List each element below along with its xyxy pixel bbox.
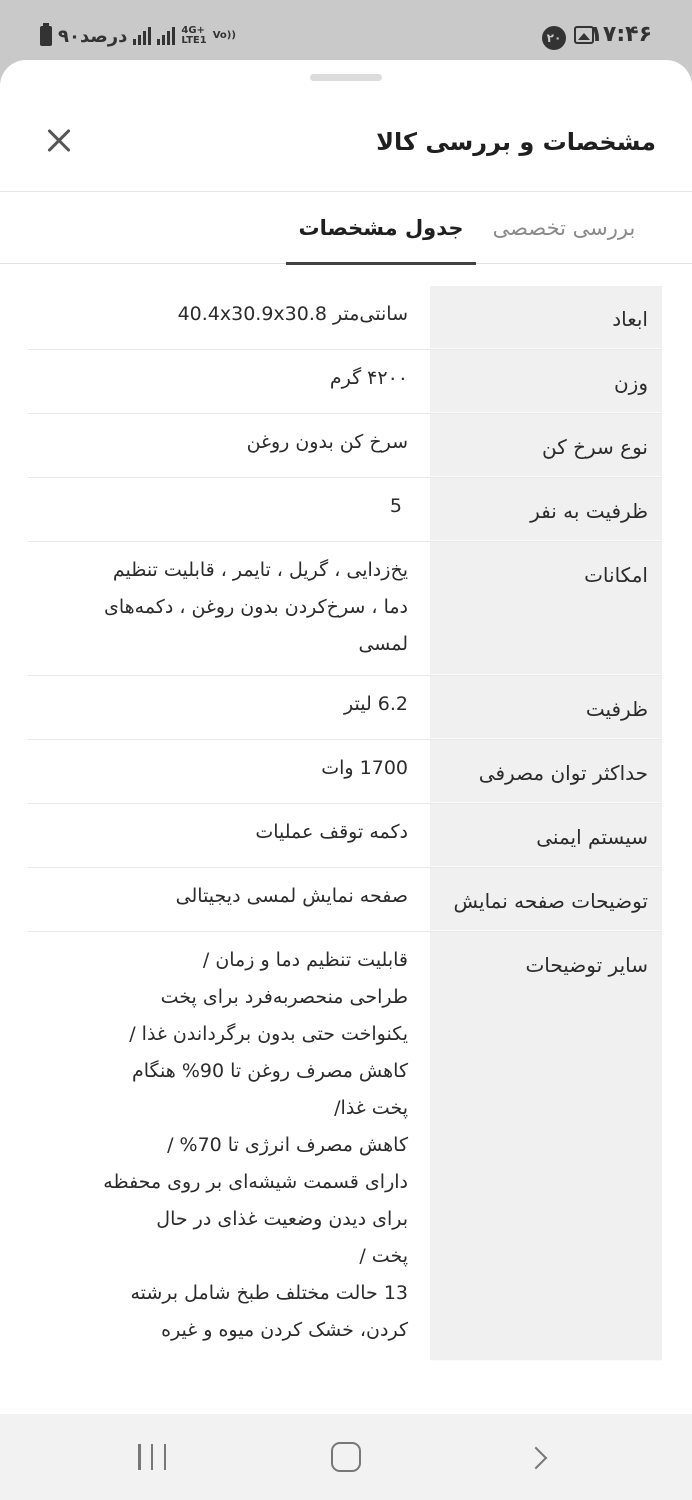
spec-key-capacity-persons: ظرفیت به نفر [430, 478, 662, 541]
battery-icon [40, 26, 52, 46]
spec-value-line: کاهش مصرف انرژی تا 70% / [167, 1134, 408, 1156]
spec-value-line: پخت / [359, 1245, 408, 1267]
notification-count-badge: ۲۰ [542, 26, 566, 50]
table-row [28, 740, 662, 804]
status-time: ۱۷:۴۶ [589, 22, 652, 47]
table-row [28, 676, 662, 740]
specs-bottom-sheet [0, 60, 692, 1414]
spec-value-line: لمسی [358, 633, 408, 655]
spec-value-display [28, 868, 430, 931]
status-left-group [40, 24, 236, 48]
home-icon[interactable] [331, 1442, 361, 1472]
spec-key-dimensions: ابعاد [430, 286, 662, 349]
spec-value-features [28, 542, 430, 675]
spec-key-max-power: حداکثر توان مصرفی [430, 740, 662, 803]
table-row [28, 932, 662, 1361]
status-bar [0, 0, 692, 62]
table-row [28, 542, 662, 676]
spec-value-line: دما ، سرخ‌کردن بدون روغن ، دکمه‌های [103, 596, 408, 618]
spec-value-line: 5 [389, 495, 402, 517]
sheet-title: مشخصات و بررسی کالا [376, 128, 656, 156]
table-row [28, 804, 662, 868]
recents-icon[interactable] [138, 1444, 166, 1470]
sheet-header [0, 100, 692, 192]
spec-value-other [28, 932, 430, 1361]
spec-value-line: ۴۲۰۰ گرم [329, 367, 408, 389]
table-row [28, 414, 662, 478]
spec-value-line: برای دیدن وضعیت غذای در حال [156, 1208, 408, 1230]
spec-value-capacity [28, 676, 430, 739]
sheet-drag-handle[interactable] [310, 74, 382, 81]
table-row [28, 350, 662, 414]
table-row [28, 286, 662, 350]
spec-value-line: سرخ کن بدون روغن [246, 431, 408, 453]
tab-expert-review[interactable]: بررسی تخصصی [492, 216, 636, 240]
spec-value-line: یکنواخت حتی بدون برگرداندن غذا / [129, 1023, 408, 1045]
spec-value-line: طراحی منحصربه‌فرد برای پخت [160, 986, 408, 1008]
table-row [28, 478, 662, 542]
network-type-bottom: LTE1 [181, 35, 207, 46]
network-type-top: 4G+ [181, 25, 205, 36]
spec-value-dimensions [28, 286, 430, 349]
spec-value-fryer-type [28, 414, 430, 477]
network-type [181, 26, 206, 46]
table-row [28, 868, 662, 932]
spec-value-line: 1700 وات [321, 757, 408, 779]
spec-value-line: پخت غذا/ [334, 1097, 408, 1119]
spec-key-display: توضیحات صفحه نمایش [430, 868, 662, 931]
spec-value-max-power [28, 740, 430, 803]
spec-value-line: 13 حالت مختلف طبخ شامل برشته [130, 1282, 408, 1304]
back-icon[interactable] [528, 1444, 554, 1474]
spec-value-line: قابلیت تنظیم دما و زمان / [202, 949, 408, 971]
spec-value-line: دارای قسمت شیشه‌ای بر روی محفظه [103, 1171, 408, 1193]
tab-bar [0, 192, 692, 264]
signal-icon [133, 27, 151, 45]
spec-key-safety-system: سیستم ایمنی [430, 804, 662, 867]
spec-value-line: یخ‌زدایی ، گریل ، تایمر ، قابلیت تنظیم [112, 559, 408, 581]
specs-table [28, 286, 662, 1361]
navigation-bar [0, 1414, 692, 1500]
spec-value-line: دکمه توقف عملیات [255, 821, 408, 843]
spec-value-capacity-persons [28, 478, 430, 541]
battery-level: ۹۰درصد [58, 25, 128, 47]
spec-key-features: امکانات [430, 542, 662, 675]
close-icon[interactable] [40, 122, 78, 160]
spec-key-fryer-type: نوع سرخ کن [430, 414, 662, 477]
tab-specs-table[interactable]: جدول مشخصات [286, 192, 476, 264]
spec-key-capacity: ظرفیت [430, 676, 662, 739]
spec-value-line: صفحه نمایش لمسی دیجیتالی [175, 885, 408, 907]
spec-value-line: سانتی‌متر 40.4x30.9x30.8 [177, 303, 408, 325]
spec-key-weight: وزن [430, 350, 662, 413]
spec-value-line: کردن، خشک کردن میوه و غیره [161, 1319, 408, 1341]
spec-value-line: 6.2 لیتر [344, 693, 408, 715]
spec-value-weight [28, 350, 430, 413]
spec-value-safety-system [28, 804, 430, 867]
signal-icon-2 [157, 27, 175, 45]
spec-key-other: سایر توضیحات [430, 932, 662, 1361]
volte-indicator: Vo)) [212, 30, 236, 41]
spec-value-line: کاهش مصرف روغن تا 90% هنگام [132, 1060, 408, 1082]
